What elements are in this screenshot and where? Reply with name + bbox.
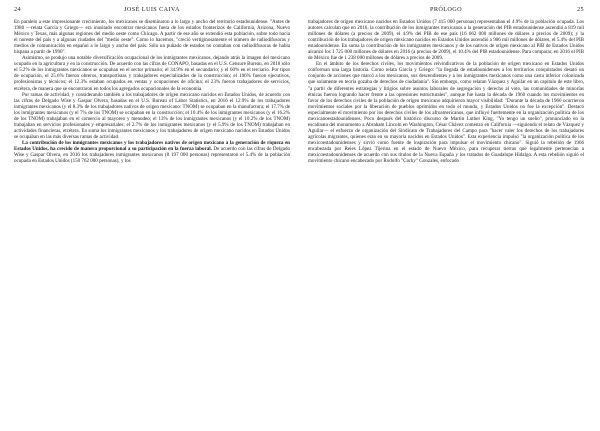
paragraph: Por ramas de actividad, y considerando también a los trabajadores de origen mexicano nacidos en Estados Unidos, de acuerdo con las cifras de Delgado Wise y Gaspar Olvera, basadas en el U.S. Bureau of Labor Statistics, en 2016 el 12.9% de los trabajadores inmigrantes mexicanos (y el 8.3% de los trabajadores nativos de origen mexicano: TNOM) se ocupaban en la manufactura; el 17.7% de los inmigrantes mexicanos (y el 7% de los TNOM) se ocupaban en la construcción; el 10.4% de los inmigrantes mexicanos (y el 16.2% de los TNOM) trabajaban en el comercio al mayoreo y menudeo; el 13% de los inmigrantes mexicanos (y el 10.2% de los TNOM) trabajaban en servicios profesionales y empresariales; el 2.7% de los inmigrantes mexicanos (y el 5.9% de los TNOM) trabajaban en actividades financieras, etcétera. En suma los inmigrantes mexicanos y los trabajadores de origen mexicano nacidos en Estados Unidos se ocupaban en las más diversas ramas de actividad. [14,91,290,140]
right-page [300,0,600,431]
left-page-body [14,19,290,164]
paragraph: trabajadores de origen mexicano nacidos en Estados Unidos (7 415 000 personas) representaban el 4.9% de la población ocupada. Los autores calculan que en 2016, la contribución de los inmigrantes mexicanos a la generación del PIB estadounidense ascendió a 819 mil millones de dólares (a precios de 2009), el 4.9% del PIB de ese país (16 662 000 millones de dólares a precios de 2009); y la contribución de los trabajadores de origen mexicano nacidos en Estados Unidos ascendió a 906 mil millones de dólares, el 5.4% del PIB estadounidense. En suma la contribución de los inmigrantes mexicanos y de los nativos de origen mexicano al PIB de Estados Unidos alcanzó los 1 725 000 millones de dólares en 2016 (a precios de 2009), el 10.4% del PIB estadounidense. Para comparar, en 2016 el PIB de México fue de 1 238 000 millones de dólares a precios de 2009. [308,19,584,62]
right-page-body [308,19,584,164]
paragraph: En paralelo a este impresionante crecimiento, los mexicanos se diseminaron a lo largo y ancho del territorio estadounidense. "Antes de 1980 —relata García y Griego— era inusitado encontrar mexicanos fuera de los estados fronterizos de California, Arizona, Nuevo México y Texas, más algunas regiones del medio oeste como Chicago. A partir de ese año se extendió esta población, sobre todo hacia el noreste del país y a algunas ciudades del "medio oeste". Como lo hacemos, "creció vertiginosamente el número de radiodifusoras y medios de comunicación en español a lo largo y ancho del país. Sólo un puñado de estados no contaban con radiodifusoras de habla hispana a partir de 1990". [14,19,290,56]
paragraph: Asimismo, se produjo una notable diversificación ocupacional de los inmigrantes mexicanos, dejando atrás la imagen del mexicano ocupado en la agricultura y en la construcción. De acuerdo con las cifras de CONAPO, basadas en el U.S. Censure Bureau, en 2018 sólo el 5.2% de los inmigrantes mexicanos se ocupaban en el sector primario; el 34.9% en el secundario; y el 60% en el terciario. Por tipos de ocupación, el 25.6% fueron obreros, transportistas y trabajadores especializados de la construcción; el 106% fueron ejecutivos, profesionistas y técnicos; el 12.3% estaban ocupados en ventas y ocupaciones de oficina; el 23% fueron trabajadores de servicios, etcétera, de manera que se encontraron en todos los agregados ocupacionales de la economía. [14,55,290,92]
running-head-author: JOSÉ LUIS CAIVA [124,6,180,13]
paragraph: La contribución de los inmigrantes mexicanos y los trabajadores nativos de origen mexicano a la generación de riqueza en Estados Unidos, ha crecido de manera proporcional a su participación en la fuerza laboral. De acuerdo con las cifras de Delgado Wise y Gaspar Olvera, en 2016 los trabajadores inmigrantes mexicanos (8 197 000 personas) representaron el 5.4% de la población ocupada en Estados Unidos (150 762 000 personas), y los [14,139,291,165]
right-page-header [308,6,584,15]
running-head-section: PRÓLOGO [429,6,463,13]
left-page-header [14,6,290,15]
page-number: 25 [577,6,584,13]
page-number: 24 [14,6,21,13]
paragraph: En el ámbito de los derechos civiles, los movimientos reivindicativos de la población de origen mexicano en Estados Unidos conforman una larga historia. Como relata García y Griego: "la llegada de estadounidenses a los territorios conquistados desató un conjunto de acciones que marcó a los mexicanos, sus descendientes y a los inmigrantes mexicanos como una casta inferior colonizada que solamente en teoría gozaba de derechos de ciudadanía". Sin embargo, como relatan Vázquez y Aguilar en un capítulo de este libro, "a partir de diferentes estrategias y litigios sobre asuntos laborales de segregación y derecho al voto, las comunidades de minorías étnicas fueron logrando hacer frente a las opresiones estructurales", aunque fue hasta la década de 1960 cuando los movimientos en favor de los derechos civiles de la población de origen mexicano adquirieron mayor visibilidad: "Durante la década de 1960 ocurrieron movimientos sociales por la liberación de pueblos oprimidos en todo el mundo, y Estados Unidos no fue la excepción". Destacó especialmente el movimiento por los derechos civiles de los afroamericanos, que influyó fuertemente en la organización política de los mexicanoestadounidenses. Poco después del histórico discurso de Martin Luther King, "Yo tengo un sueño", pronunciado en la escalinata del monumento a Abraham Lincoln en Washington, César Chávez comenzó en California —siguiendo el relato de Vázquez y Aguilar— el esfuerzo de organización del Sindicato de Trabajadores del Campo para "hacer valer los derechos de los trabajadores agrícolas migrantes, quienes eran en su mayoría nacidos en Estados Unidos". Esta experiencia impulsó "la organización política de los mexicoestadounidenses y sirvió como fuente de inspiración para impulsar el movimiento chicano". Siguió la rebelión de 1966 encabezada por Reies López Tijerina en el estado de Nuevo México, para recuperar tierras que legalmente pertenecían a mexicoestadounidenses de acuerdo con sus títulos de la Nueva España y los tratados de Guadalupe Hidalgo. A esta rebelión siguió el movimiento chicano encabezado por Rodolfo "Corky" Gonzales, enfocado [308,61,584,165]
